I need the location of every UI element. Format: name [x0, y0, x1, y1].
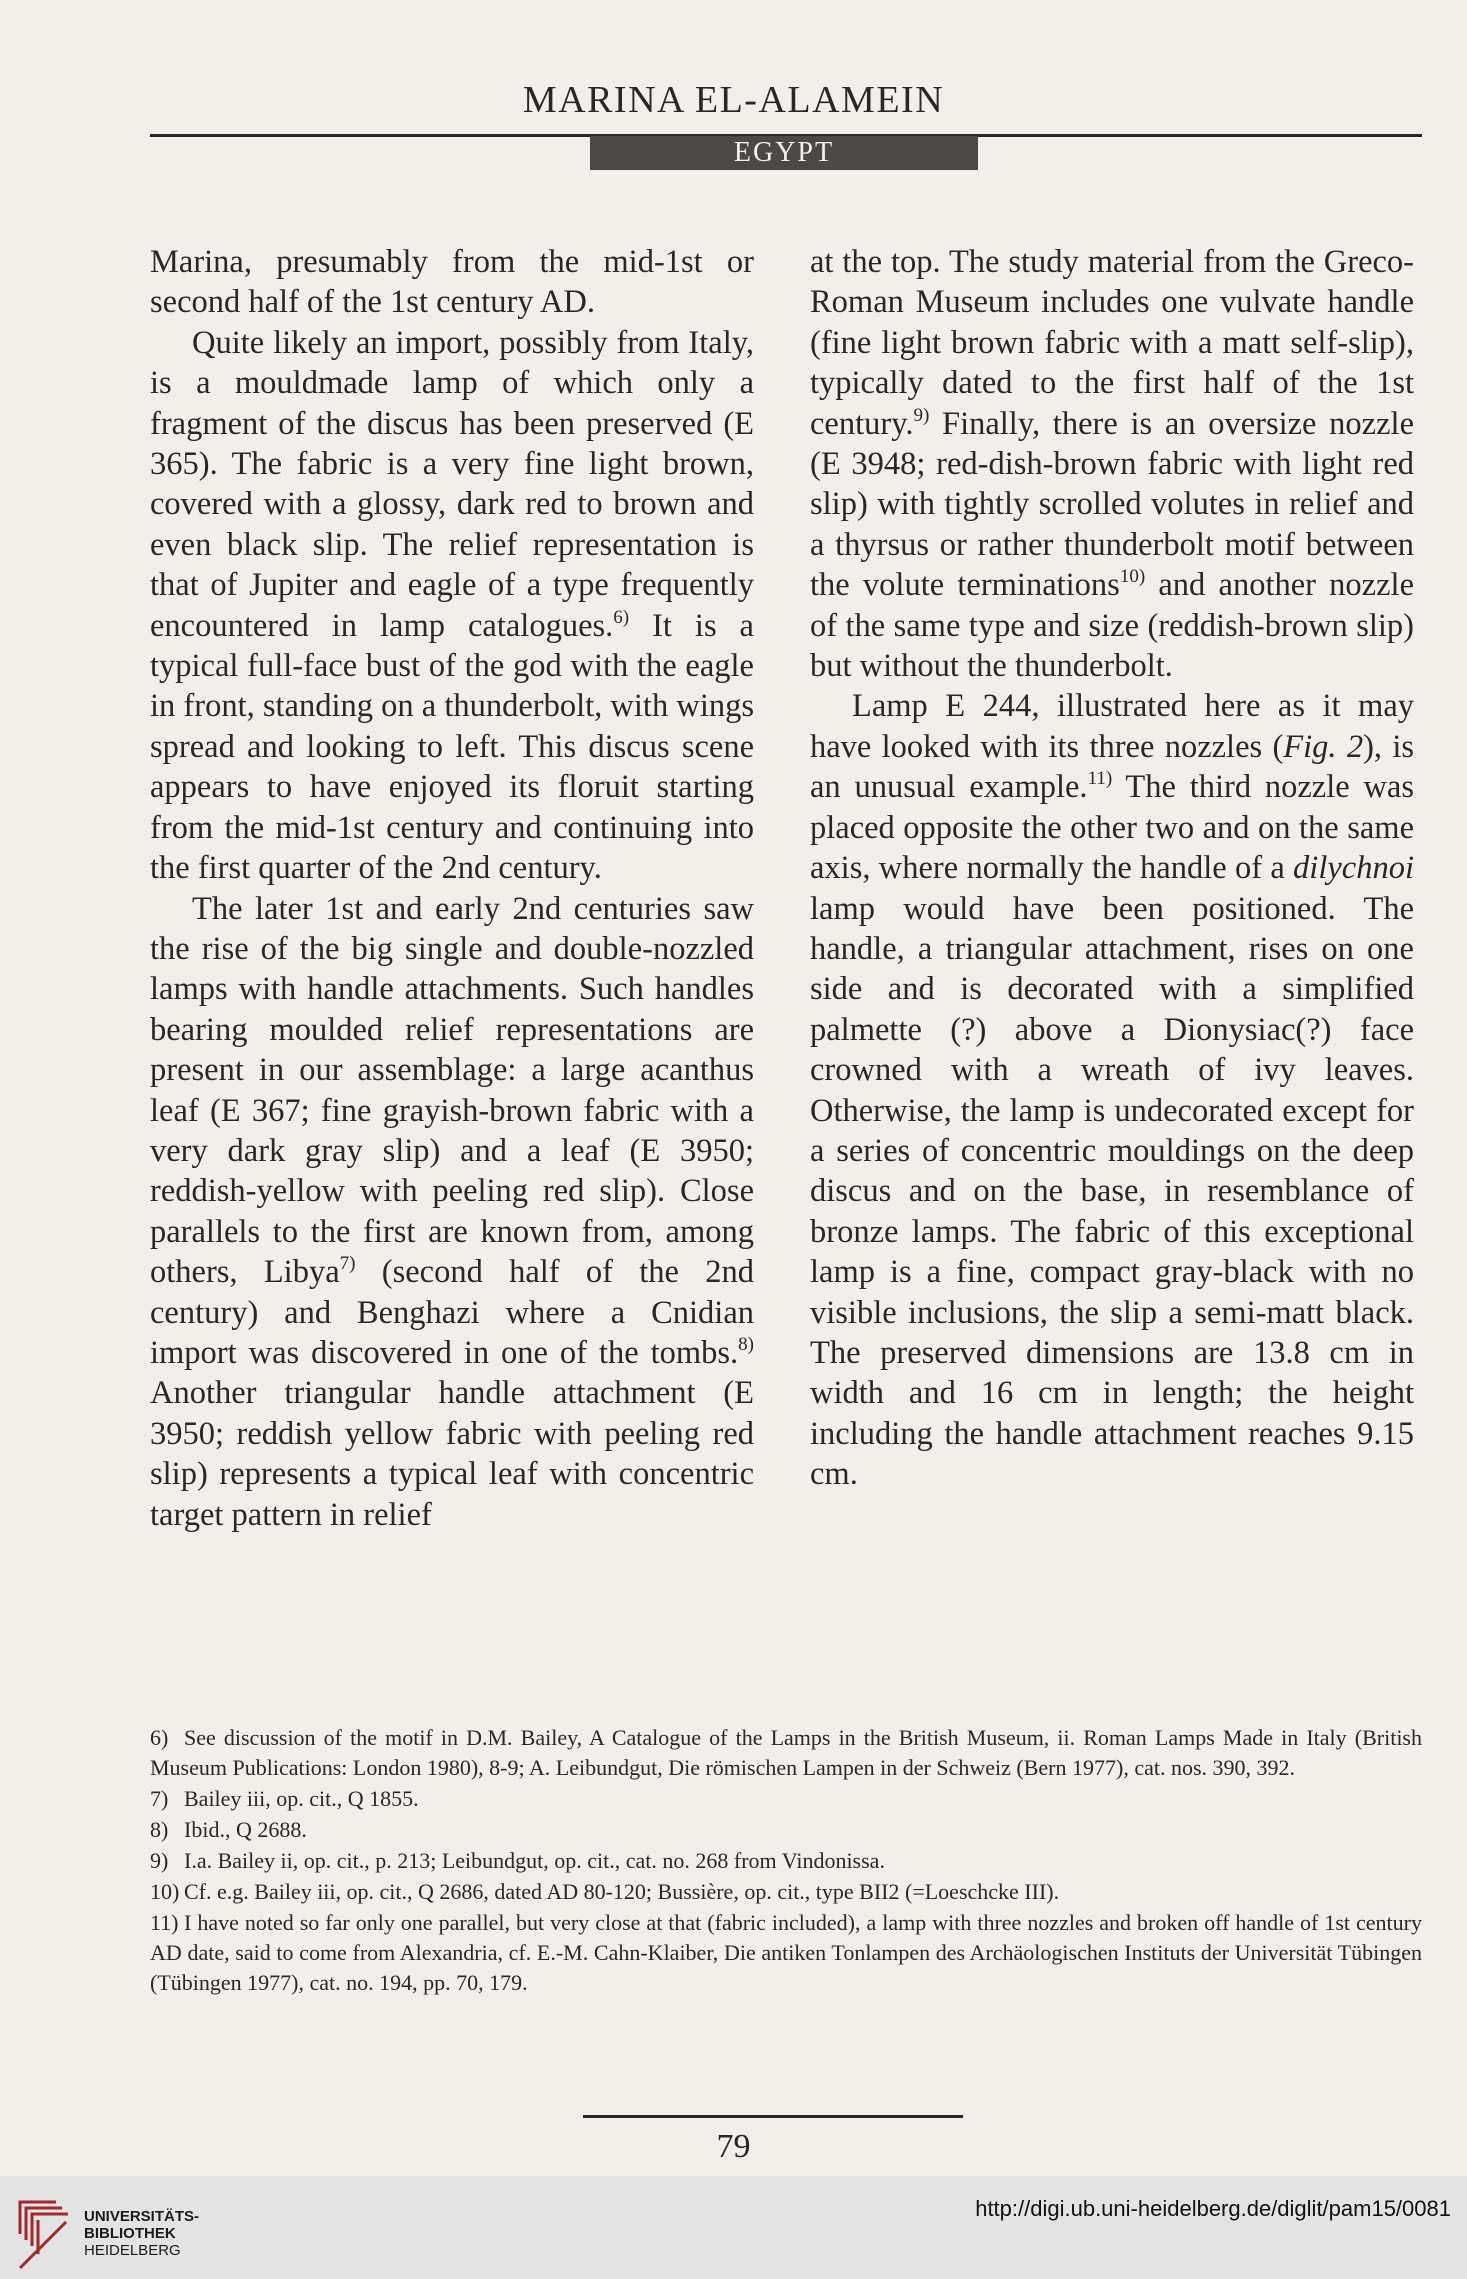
section-band: EGYPT — [590, 136, 978, 170]
footnote: 7) Bailey iii, op. cit., Q 1855. — [150, 1786, 419, 1811]
paragraph: Marina, presumably from the mid-1st or second half of the 1st century AD. — [150, 244, 754, 321]
paragraph: Quite likely an import, possibly from Italy, is a mouldmade lamp of which only a fragment of the discus has been preserved (E 365). The fabric is a very fine light brown, covered with a glossy, dark red to brown and even black slip. The relief representation is that of Jupiter and eagle of a type frequently encountered in lamp catalogues.$^{6)}$ It is a typical full-face bust of the god with the eagle in front, standing on a thunderbolt, with wings spread and looking to left. This discus scene appears to have enjoyed its floruit starting from the mid-1st century and continuing into the first quarter of the 2nd century. — [150, 324, 754, 887]
footnote-ref: 8) — [738, 1333, 754, 1355]
paragraph: at the top. The study material from the Greco-Roman Museum includes one vulvate handle (fine light brown fabric with a matt self-slip), typically dated to the first half of the 1st century.$^{9)}$ Finally, there is an oversize nozzle (E 3948; red-dish-brown fabric with light red slip) with tightly scrolled volutes in relief and a thyrsus or rather thunderbolt motif between the volute terminations$^{10)}$ and another nozzle of the same type and size (reddish-brown slip) but without the thunderbolt. — [810, 244, 1414, 685]
library-name: UNIVERSITÄTS- BIBLIOTHEK HEIDELBERG — [84, 2208, 200, 2259]
footnotes — [150, 1723, 1422, 1999]
footnote: 9) I.a. Bailey ii, op. cit., p. 213; Leibundgut, op. cit., cat. no. 268 from Vindonissa. — [150, 1848, 885, 1873]
figure-reference: Fig. 2 — [1283, 728, 1364, 765]
permalink-url[interactable]: http://digi.ub.uni-heidelberg.de/diglit/pam15/0081 — [975, 2196, 1451, 2221]
text-column-right — [810, 242, 1414, 1495]
footnote: 6) See discussion of the motif in D.M. Bailey, A Catalogue of the Lamps in the British Museum, ii. Roman Lamps Made in Italy (British Museum Publications: London 1980), 8-9; A. Leibundgut, Die römischen Lampen in der Schweiz (Bern 1977), cat. nos. 390, 392. — [150, 1725, 1422, 1780]
footnote: 8) Ibid., Q 2688. — [150, 1817, 307, 1842]
paragraph: The later 1st and early 2nd centuries saw the rise of the big single and double-nozzled lamps with handle attachments. Such handles bearing moulded relief representations are present in our assemblage: a large acanthus leaf (E 367; fine grayish-brown fabric with a very dark gray slip) and a leaf (E 3950; reddish-yellow with peeling red slip). Close parallels to the first are known from, among others, Libya$^{7)}$ (second half of the 2nd century) and Benghazi where a Cnidian import was discovered in one of the tombs.$^{8)}$ Another triangular handle attachment (E 3950; reddish yellow fabric with peeling red slip) represents a typical leaf with concentric target pattern in relief — [150, 890, 754, 1533]
footnote-ref: 11) — [1087, 768, 1113, 790]
footnote-ref: 10) — [1119, 566, 1146, 588]
footer-rule — [583, 2115, 963, 2118]
footnote-ref: 9) — [913, 404, 930, 426]
footnote: 11) I have noted so far only one parallel, but very close at that (fabric included), a lamp with three nozzles and broken off handle of 1st century AD date, said to come from Alexandria, cf. E.-M. Cahn-Klaiber, Die antiken Tonlampen des Archäologischen Instituts der Universität Tübingen (Tübingen 1977), cat. no. 194, pp. 70, 179. — [150, 1910, 1422, 1995]
page-number: 79 — [716, 2128, 751, 2165]
italic-term: dilychnoi — [1293, 850, 1414, 887]
ub-heidelberg-logo-icon[interactable] — [16, 2190, 70, 2270]
footnote: 10) Cf. e.g. Bailey iii, op. cit., Q 2686, dated AD 80-120; Bussière, op. cit., type BII2 (=Loeschcke III). — [150, 1879, 1060, 1904]
text-column-left — [150, 242, 754, 1535]
footnote-ref: 7) — [339, 1253, 356, 1275]
running-head-title: MARINA EL-ALAMEIN — [522, 79, 945, 121]
footnote-ref: 6) — [613, 606, 630, 628]
paragraph: Lamp E 244, illustrated here as it may have looked with its three nozzles (Fig. 2), is an unusual example.$^{11)}$ The third nozzle was placed opposite the other two and on the same axis, where normally the handle of a dilychnoi lamp would have been positioned. The handle, a triangular attachment, rises on one side and is decorated with a simplified palmette (?) above a Dionysiac(?) face crowned with a wreath of ivy leaves. Otherwise, the lamp is undecorated except for a series of concentric mouldings on the deep discus and on the base, in resemblance of bronze lamps. The fabric of this exceptional lamp is a fine, compact gray-black with no visible inclusions, the slip a semi-matt black. The preserved dimensions are 13.8 cm in width and 16 cm in length; the height including the handle attachment reaches 9.15 cm. — [810, 688, 1414, 1493]
viewer-footer — [0, 2176, 1467, 2279]
